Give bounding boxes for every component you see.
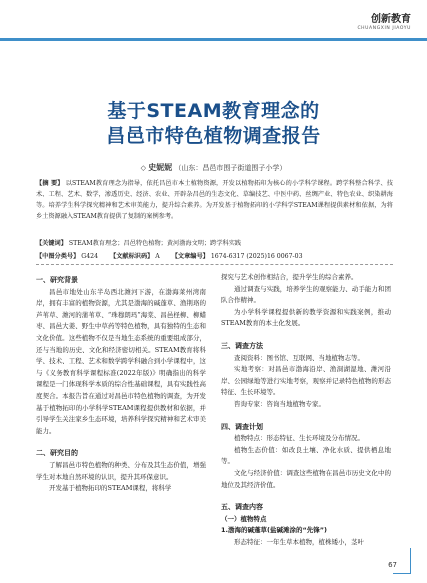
keywords-label: 【关键词】: [36, 240, 67, 247]
item-heading: 1.渤海的碱蓬草(盐碱滩涂的“先锋”): [221, 526, 327, 535]
right-column: [221, 272, 391, 548]
list-item: 咨询专家：咨询当地植物专家。: [234, 399, 325, 408]
abstract-label: 【摘 要】: [36, 180, 64, 187]
list-item: 植物特点：形态特征、生长环境及分布情况。: [234, 434, 364, 443]
list-item: 文化与经济价值：调查这些植物在昌邑市历史文化中的地位及其经济价值。: [221, 468, 391, 489]
page-number: 67: [388, 561, 397, 569]
paragraph: 探究与艺术创作相结合，提升学生的综合素养。: [221, 273, 358, 281]
classification-row: [36, 251, 393, 262]
abstract-divider: [36, 264, 393, 265]
clc-label: 【中图分类号】: [36, 253, 80, 260]
author-name: 史妮妮: [148, 162, 173, 172]
section-4-heading: 四、调查计划: [221, 422, 263, 431]
paragraph: 开发基于植物拓印的STEAM课程，将科学: [49, 484, 172, 493]
doc-code-label: 【文献标识码】: [110, 253, 154, 260]
page-corner-rule: [393, 573, 411, 574]
article-title-line2: 昌邑市特色植物调查报告: [106, 125, 321, 147]
keywords: STEAM教育理念；昌邑特色植物；黄河渤海文明；跨学科实践: [68, 240, 242, 247]
section-name: 创新教育: [371, 14, 411, 25]
abstract-text: 以STEAM教育理念为指导，依托昌邑市本土植物资源，开发以植物拓印为核心的小学科学课程。跨学科整合科学、技术、工程、艺术、数学，渗透历史、经济、农业、开辟杂昌邑的生态文化、草编技艺、中医中药、丝绸产业、特色农业、织染耕海等。培养学生科学探究精神和艺术审美能力，提升综合素养。为开发基于植物拓印的小学科学STEAM课程提供素材和依据，为将乡土资源融入STEAM教育提供了复制的案例参考。: [36, 180, 393, 220]
section-pinyin: CHUANGXIN JIAOYU: [357, 26, 411, 31]
header-bar: [0, 38, 427, 41]
section-2-heading: 二、研究目的: [36, 449, 78, 458]
section-3-heading: 三、调查方法: [221, 341, 263, 350]
article-title-line1: 基于STEAM教育理念的: [107, 100, 320, 122]
article-id-label: 【文章编号】: [171, 253, 209, 260]
paragraph: 为小学科学课程提供新的教学资源和实践案例，推动STEAM教育的本土化发展。: [221, 307, 391, 328]
list-item: 实地考察：对昌邑市渤海沿岸、渔洞湖湿地、潍河沿岸、公园绿地等进行实地考察，观察并记录特色植物的形态特征、生长环境等。: [221, 365, 391, 397]
author-marker: ◇: [140, 164, 146, 172]
author-line: [0, 162, 427, 173]
paragraph: 形态特征：一年生草本植物，植株矮小，茎叶: [234, 537, 364, 546]
list-item: 查阅资料：图书馆、互联网、当地植物志等。: [234, 353, 364, 362]
article-id-value: 1674-6317 (2025)16 0067-03: [210, 253, 303, 260]
author-affiliation: （山东：昌邑市围子街道围子小学）: [174, 164, 287, 172]
paragraph: 通过调查与实践，培养学生的观察能力、动手能力和团队合作精神。: [221, 284, 391, 305]
keywords-row: [36, 238, 393, 249]
clc-value: G424: [81, 253, 99, 260]
section-5-heading: 五、调查内容: [221, 503, 263, 512]
doc-code-value: A: [155, 253, 160, 260]
abstract: [36, 178, 393, 222]
subsection-heading: （一）植物特点: [221, 514, 267, 523]
page-corner-rule: [410, 548, 411, 573]
paragraph: 昌邑市地处山东半岛西北潍河下游，在渤海莱州湾南岸，拥有丰富的植物资源，尤其是渤海的碱蓬草、渔荆珞的芦苇草、潍河的蒲苇草、“珠穆朗玛”海棠、昌邑柽柳、柳蜡枣、昌邑大姜、野生中草药等特色植物，具有独特的生态和文化价值。这些植物不仅是当地生态系统的重要组成部分，还与当地的历史、文化和经济密切相关。STEAM教育将科学、技术、工程、艺术和数学跨学科融合到小学课程中，这与《义务教育科学课程标准(2022年版)》明确指出的科学课程是一门体现科学本质的综合性基础课程，具有实践性高度契合。本报告旨在通过对昌邑市特色植物的调查，为开发基于植物拓印的小学科学STEAM课程提供教材和依据，并引导学生关注家乡生态环境，培养科学探究精神和艺术审美能力。: [36, 287, 206, 435]
paragraph: 了解昌邑市特色植物的种类、分布及其生态价值，增强学生对本地自然环境的认识，提升其环保意识。: [36, 460, 206, 481]
list-item: 植物生态价值：如改良土壤、净化水质、提供栖息地等。: [221, 445, 391, 466]
section-1-heading: 一、研究背景: [36, 276, 78, 284]
left-column: [36, 272, 206, 495]
